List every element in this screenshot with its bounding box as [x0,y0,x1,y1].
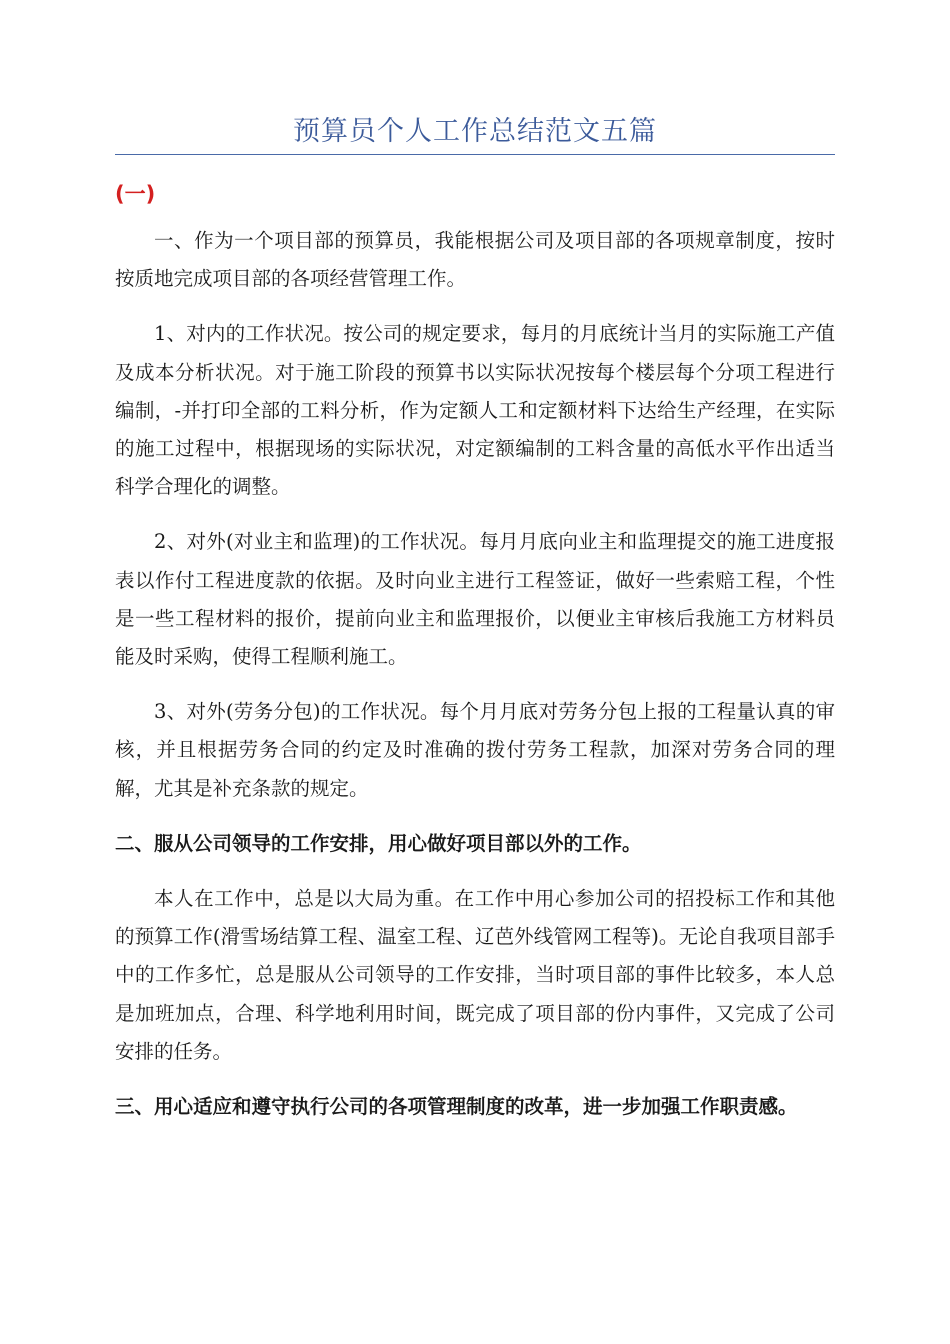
paragraph: 2、对外(对业主和监理)的工作状况。每月月底向业主和监理提交的施工进度报表以作付工程进度款的依据。及时向业主进行工程签证，做好一些索赔工程，个性是一些工程材料的报价，提前向业主和监理报价，以便业主审核后我施工方材料员能及时采购，使得工程顺利施工。 [115,530,835,669]
paragraph: 本人在工作中，总是以大局为重。在工作中用心参加公司的招投标工作和其他的预算工作(滑雪场结算工程、温室工程、辽芭外线管网工程等)。无论自我项目部手中的工作多忙，总是服从公司领导的工作安排，当时项目部的事件比较多，本人总是加班加点，合理、科学地利用时间，既完成了项目部的份内事件，又完成了公司安排的任务。 [115,887,835,1063]
document-title: 预算员个人工作总结范文五篇 [293,116,657,147]
paragraph: 一、作为一个项目部的预算员，我能根据公司及项目部的各项规章制度，按时按质地完成项目部的各项经营管理工作。 [115,229,835,291]
paragraph: 3、对外(劳务分包)的工作状况。每个月月底对劳务分包上报的工程量认真的审核，并且根据劳务合同的约定及时准确的拨付劳务工程款，加深对劳务合同的理解，尤其是补充条款的规定。 [115,700,835,800]
document-body [115,222,835,1143]
section-heading: 三、用心适应和遵守执行公司的各项管理制度的改革，进一步加强工作职责感。 [115,1095,798,1119]
section-marker: (一) [115,182,156,206]
section-heading: 二、服从公司领导的工作安排，用心做好项目部以外的工作。 [115,831,642,855]
title-underline [115,154,835,155]
paragraph: 1、对内的工作状况。按公司的规定要求，每月的月底统计当月的实际施工产值及成本分析状况。对于施工阶段的预算书以实际状况按每个楼层每个分项工程进行编制，-并打印全部的工料分析，作为定额人工和定额材料下达给生产经理，在实际的施工过程中，根据现场的实际状况，对定额编制的工料含量的高低水平作出适当科学合理化的调整。 [115,322,835,499]
